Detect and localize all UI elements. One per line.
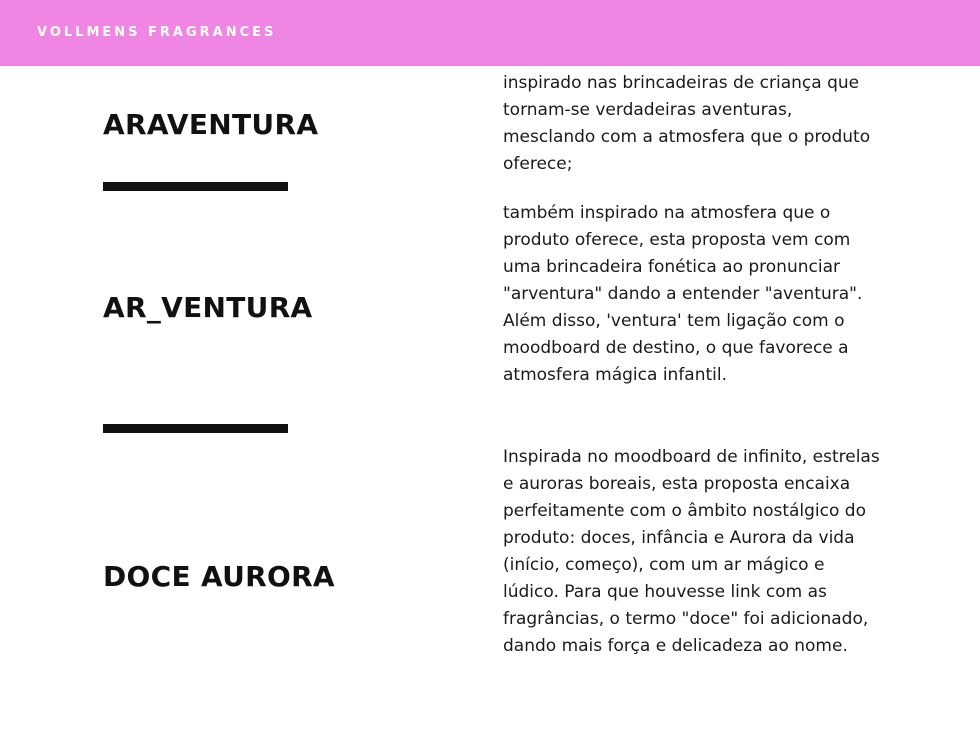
description-doce-aurora: Inspirada no moodboard de infinito, estrelas e auroras boreais, esta proposta encaixa perfeitamente com o âmbito nostálgico do produto: doces, infância e Aurora da vida (início, começo), com um ar mágico e lúdico. Para que houvesse link com as fragrâncias, o termo "doce" foi adicionado, dando mais força e delicadeza ao nome.: [503, 447, 880, 656]
divider: [103, 424, 288, 433]
name-option-araventura: ARAVENTURA: [103, 108, 319, 141]
header-bar: [0, 0, 980, 66]
divider: [103, 182, 288, 191]
name-option-doce-aurora: DOCE AURORA: [103, 560, 335, 593]
brand-title: VOLLMENS FRAGRANCES: [37, 25, 277, 40]
name-option-ar-ventura: AR_VENTURA: [103, 291, 313, 324]
description-ar-ventura: também inspirado na atmosfera que o produto oferece, esta proposta vem com uma brincadeira fonética ao pronunciar "arventura" dando a entender "aventura". Além disso, 'ventura' tem ligação com o moodboard de destino, o que favorece a atmosfera mágica infantil.: [503, 203, 863, 385]
description-araventura: inspirado nas brincadeiras de criança que tornam-se verdadeiras aventuras, mesclando com a atmosfera que o produto oferece;: [503, 73, 871, 174]
